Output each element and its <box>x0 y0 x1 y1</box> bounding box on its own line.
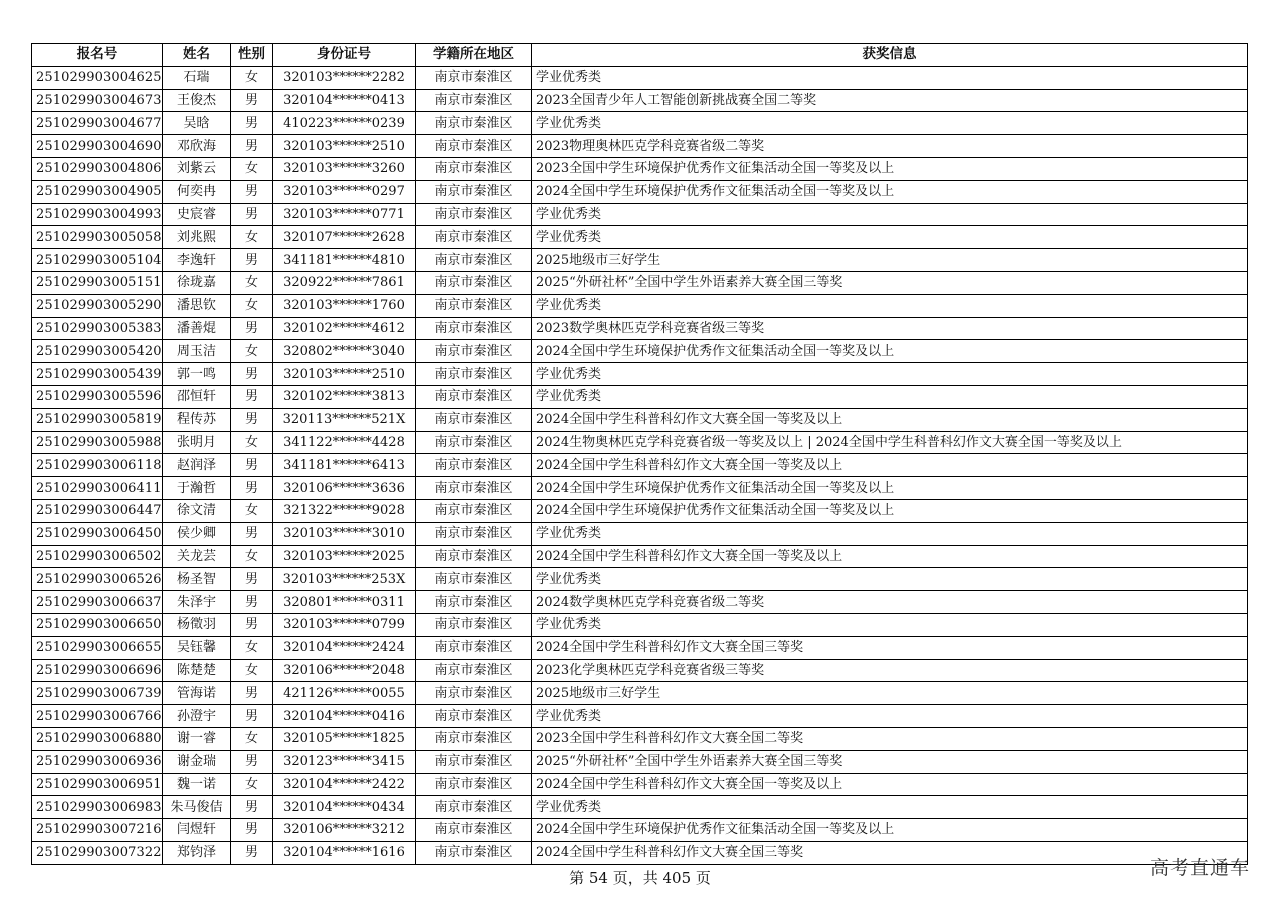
cell-name: 赵润泽 <box>163 454 231 477</box>
cell-gender: 男 <box>231 477 273 500</box>
cell-gender: 男 <box>231 613 273 636</box>
cell-id-number: 320103******0799 <box>273 613 416 636</box>
cell-name: 于瀚哲 <box>163 477 231 500</box>
cell-registration-no: 251029903005383 <box>32 317 163 340</box>
cell-region: 南京市秦淮区 <box>416 317 532 340</box>
cell-region: 南京市秦淮区 <box>416 454 532 477</box>
table-row <box>32 385 1248 408</box>
cell-name: 张明月 <box>163 431 231 454</box>
cell-region: 南京市秦淮区 <box>416 750 532 773</box>
cell-id-number: 410223******0239 <box>273 112 416 135</box>
cell-gender: 男 <box>231 135 273 158</box>
table-row <box>32 431 1248 454</box>
table-row <box>32 340 1248 363</box>
cell-region: 南京市秦淮区 <box>416 545 532 568</box>
cell-id-number: 320104******2424 <box>273 636 416 659</box>
cell-award-info: 2023数学奥林匹克学科竞赛省级三等奖 <box>532 317 1248 340</box>
cell-award-info: 学业优秀类 <box>532 385 1248 408</box>
cell-award-info: 学业优秀类 <box>532 294 1248 317</box>
table-row <box>32 773 1248 796</box>
cell-region: 南京市秦淮区 <box>416 591 532 614</box>
cell-registration-no: 251029903005988 <box>32 431 163 454</box>
cell-award-info: 2025地级市三好学生 <box>532 682 1248 705</box>
cell-region: 南京市秦淮区 <box>416 796 532 819</box>
cell-id-number: 341181******4810 <box>273 249 416 272</box>
cell-id-number: 320103******0297 <box>273 180 416 203</box>
cell-name: 魏一诺 <box>163 773 231 796</box>
cell-award-info: 学业优秀类 <box>532 705 1248 728</box>
cell-id-number: 320922******7861 <box>273 271 416 294</box>
cell-registration-no: 251029903006936 <box>32 750 163 773</box>
cell-id-number: 320103******2025 <box>273 545 416 568</box>
cell-name: 吴晗 <box>163 112 231 135</box>
cell-gender: 女 <box>231 659 273 682</box>
cell-region: 南京市秦淮区 <box>416 408 532 431</box>
cell-id-number: 320105******1825 <box>273 727 416 750</box>
cell-award-info: 学业优秀类 <box>532 568 1248 591</box>
cell-registration-no: 251029903006655 <box>32 636 163 659</box>
cell-name: 杨圣智 <box>163 568 231 591</box>
cell-award-info: 学业优秀类 <box>532 112 1248 135</box>
cell-registration-no: 251029903006411 <box>32 477 163 500</box>
cell-id-number: 320104******0416 <box>273 705 416 728</box>
cell-gender: 女 <box>231 431 273 454</box>
table-row <box>32 659 1248 682</box>
cell-gender: 女 <box>231 271 273 294</box>
table-row <box>32 89 1248 112</box>
header-name: 姓名 <box>163 44 231 67</box>
cell-name: 杨徵羽 <box>163 613 231 636</box>
cell-gender: 女 <box>231 157 273 180</box>
cell-region: 南京市秦淮区 <box>416 477 532 500</box>
cell-id-number: 320103******3260 <box>273 157 416 180</box>
cell-registration-no: 251029903005290 <box>32 294 163 317</box>
cell-gender: 男 <box>231 750 273 773</box>
cell-name: 潘善焜 <box>163 317 231 340</box>
cell-registration-no: 251029903006502 <box>32 545 163 568</box>
cell-name: 刘紫云 <box>163 157 231 180</box>
page-number-footer: 第 54 页，共 405 页 <box>569 869 711 887</box>
cell-id-number: 320107******2628 <box>273 226 416 249</box>
cell-gender: 男 <box>231 89 273 112</box>
cell-region: 南京市秦淮区 <box>416 180 532 203</box>
cell-id-number: 320103******2510 <box>273 363 416 386</box>
cell-region: 南京市秦淮区 <box>416 613 532 636</box>
table-row <box>32 180 1248 203</box>
cell-registration-no: 251029903006880 <box>32 727 163 750</box>
cell-id-number: 320103******253X <box>273 568 416 591</box>
header-id-number: 身份证号 <box>273 44 416 67</box>
cell-name: 闫煜轩 <box>163 819 231 842</box>
cell-award-info: 2024全国中学生科普科幻作文大赛全国一等奖及以上 <box>532 408 1248 431</box>
cell-id-number: 320103******3010 <box>273 522 416 545</box>
table-row <box>32 591 1248 614</box>
table-row <box>32 613 1248 636</box>
cell-region: 南京市秦淮区 <box>416 226 532 249</box>
table-row <box>32 682 1248 705</box>
cell-id-number: 320123******3415 <box>273 750 416 773</box>
cell-region: 南京市秦淮区 <box>416 499 532 522</box>
cell-gender: 男 <box>231 819 273 842</box>
cell-region: 南京市秦淮区 <box>416 157 532 180</box>
cell-id-number: 320104******2422 <box>273 773 416 796</box>
cell-gender: 男 <box>231 522 273 545</box>
cell-gender: 男 <box>231 705 273 728</box>
table-row <box>32 294 1248 317</box>
cell-id-number: 320104******0434 <box>273 796 416 819</box>
cell-region: 南京市秦淮区 <box>416 659 532 682</box>
cell-gender: 男 <box>231 363 273 386</box>
cell-name: 管海诺 <box>163 682 231 705</box>
cell-region: 南京市秦淮区 <box>416 66 532 89</box>
table-row <box>32 135 1248 158</box>
cell-registration-no: 251029903004806 <box>32 157 163 180</box>
cell-region: 南京市秦淮区 <box>416 249 532 272</box>
cell-gender: 女 <box>231 545 273 568</box>
cell-name: 程传苏 <box>163 408 231 431</box>
cell-gender: 女 <box>231 66 273 89</box>
cell-gender: 男 <box>231 408 273 431</box>
cell-id-number: 320802******3040 <box>273 340 416 363</box>
cell-registration-no: 251029903005420 <box>32 340 163 363</box>
cell-id-number: 320102******4612 <box>273 317 416 340</box>
table-row <box>32 317 1248 340</box>
cell-award-info: 2024全国中学生科普科幻作文大赛全国一等奖及以上 <box>532 773 1248 796</box>
cell-registration-no: 251029903007322 <box>32 841 163 864</box>
cell-name: 李逸轩 <box>163 249 231 272</box>
table-row <box>32 522 1248 545</box>
table-row <box>32 499 1248 522</box>
cell-registration-no: 251029903006450 <box>32 522 163 545</box>
cell-gender: 女 <box>231 340 273 363</box>
cell-name: 陈楚楚 <box>163 659 231 682</box>
header-award-info: 获奖信息 <box>532 44 1248 67</box>
cell-award-info: 2025地级市三好学生 <box>532 249 1248 272</box>
table-body <box>32 66 1248 864</box>
cell-award-info: 学业优秀类 <box>532 203 1248 226</box>
cell-award-info: 学业优秀类 <box>532 613 1248 636</box>
cell-id-number: 421126******0055 <box>273 682 416 705</box>
header-gender: 性别 <box>231 44 273 67</box>
watermark-logo-text: 高考直通车 <box>1149 857 1250 879</box>
cell-id-number: 320103******1760 <box>273 294 416 317</box>
cell-region: 南京市秦淮区 <box>416 727 532 750</box>
cell-name: 徐文清 <box>163 499 231 522</box>
cell-award-info: 2023全国青少年人工智能创新挑战赛全国二等奖 <box>532 89 1248 112</box>
cell-region: 南京市秦淮区 <box>416 203 532 226</box>
cell-region: 南京市秦淮区 <box>416 385 532 408</box>
cell-registration-no: 251029903006983 <box>32 796 163 819</box>
table-row <box>32 705 1248 728</box>
cell-award-info: 2024全国中学生科普科幻作文大赛全国一等奖及以上 <box>532 545 1248 568</box>
cell-award-info: 2024生物奥林匹克学科竞赛省级一等奖及以上 | 2024全国中学生科普科幻作文大赛全国一等奖及以上 <box>532 431 1248 454</box>
cell-id-number: 321322******9028 <box>273 499 416 522</box>
cell-award-info: 2024数学奥林匹克学科竞赛省级二等奖 <box>532 591 1248 614</box>
table-row <box>32 157 1248 180</box>
cell-registration-no: 251029903006951 <box>32 773 163 796</box>
table-row <box>32 636 1248 659</box>
cell-name: 郑钧泽 <box>163 841 231 864</box>
cell-region: 南京市秦淮区 <box>416 636 532 659</box>
cell-region: 南京市秦淮区 <box>416 841 532 864</box>
cell-registration-no: 251029903005596 <box>32 385 163 408</box>
cell-gender: 男 <box>231 591 273 614</box>
cell-gender: 女 <box>231 226 273 249</box>
cell-award-info: 2024全国中学生环境保护优秀作文征集活动全国一等奖及以上 <box>532 477 1248 500</box>
cell-id-number: 320104******0413 <box>273 89 416 112</box>
cell-registration-no: 251029903004677 <box>32 112 163 135</box>
cell-id-number: 320103******2510 <box>273 135 416 158</box>
cell-name: 谢金瑞 <box>163 750 231 773</box>
table-row <box>32 545 1248 568</box>
table-row <box>32 750 1248 773</box>
table-row <box>32 66 1248 89</box>
cell-region: 南京市秦淮区 <box>416 773 532 796</box>
cell-gender: 男 <box>231 568 273 591</box>
cell-gender: 男 <box>231 454 273 477</box>
cell-region: 南京市秦淮区 <box>416 568 532 591</box>
cell-region: 南京市秦淮区 <box>416 340 532 363</box>
cell-award-info: 2023全国中学生环境保护优秀作文征集活动全国一等奖及以上 <box>532 157 1248 180</box>
cell-region: 南京市秦淮区 <box>416 431 532 454</box>
cell-name: 朱泽宇 <box>163 591 231 614</box>
cell-registration-no: 251029903004905 <box>32 180 163 203</box>
cell-name: 邵恒轩 <box>163 385 231 408</box>
cell-id-number: 320801******0311 <box>273 591 416 614</box>
cell-registration-no: 251029903005819 <box>32 408 163 431</box>
cell-gender: 男 <box>231 112 273 135</box>
cell-name: 石瑞 <box>163 66 231 89</box>
cell-registration-no: 251029903004625 <box>32 66 163 89</box>
cell-registration-no: 251029903004673 <box>32 89 163 112</box>
table-row <box>32 841 1248 864</box>
cell-award-info: 2024全国中学生环境保护优秀作文征集活动全国一等奖及以上 <box>532 340 1248 363</box>
cell-gender: 男 <box>231 317 273 340</box>
cell-name: 朱马俊佶 <box>163 796 231 819</box>
cell-gender: 女 <box>231 499 273 522</box>
table-row <box>32 568 1248 591</box>
table-row <box>32 454 1248 477</box>
cell-name: 邓欣海 <box>163 135 231 158</box>
cell-award-info: 2023物理奥林匹克学科竞赛省级二等奖 <box>532 135 1248 158</box>
cell-region: 南京市秦淮区 <box>416 135 532 158</box>
cell-gender: 女 <box>231 636 273 659</box>
cell-award-info: 2023全国中学生科普科幻作文大赛全国二等奖 <box>532 727 1248 750</box>
cell-name: 孙澄宇 <box>163 705 231 728</box>
table-row <box>32 226 1248 249</box>
table-row <box>32 249 1248 272</box>
cell-registration-no: 251029903006637 <box>32 591 163 614</box>
cell-id-number: 320103******2282 <box>273 66 416 89</box>
cell-region: 南京市秦淮区 <box>416 271 532 294</box>
cell-name: 徐珑嘉 <box>163 271 231 294</box>
table-row <box>32 112 1248 135</box>
cell-award-info: 学业优秀类 <box>532 522 1248 545</box>
header-region: 学籍所在地区 <box>416 44 532 67</box>
award-roster-table <box>31 43 1248 865</box>
cell-gender: 女 <box>231 773 273 796</box>
cell-name: 潘思钦 <box>163 294 231 317</box>
cell-registration-no: 251029903005104 <box>32 249 163 272</box>
cell-name: 侯少卿 <box>163 522 231 545</box>
table-row <box>32 271 1248 294</box>
cell-name: 刘兆熙 <box>163 226 231 249</box>
cell-award-info: 2023化学奥林匹克学科竞赛省级三等奖 <box>532 659 1248 682</box>
cell-registration-no: 251029903006447 <box>32 499 163 522</box>
cell-name: 何奕冉 <box>163 180 231 203</box>
cell-registration-no: 251029903006696 <box>32 659 163 682</box>
table-row <box>32 363 1248 386</box>
cell-registration-no: 251029903006526 <box>32 568 163 591</box>
cell-name: 关龙芸 <box>163 545 231 568</box>
cell-award-info: 学业优秀类 <box>532 226 1248 249</box>
cell-award-info: 学业优秀类 <box>532 66 1248 89</box>
cell-region: 南京市秦淮区 <box>416 112 532 135</box>
cell-registration-no: 251029903006650 <box>32 613 163 636</box>
cell-award-info: 学业优秀类 <box>532 796 1248 819</box>
cell-name: 周玉洁 <box>163 340 231 363</box>
cell-gender: 男 <box>231 249 273 272</box>
table-row <box>32 819 1248 842</box>
cell-registration-no: 251029903006118 <box>32 454 163 477</box>
cell-gender: 男 <box>231 180 273 203</box>
cell-registration-no: 251029903006766 <box>32 705 163 728</box>
cell-id-number: 320106******3636 <box>273 477 416 500</box>
cell-gender: 男 <box>231 796 273 819</box>
cell-region: 南京市秦淮区 <box>416 682 532 705</box>
cell-region: 南京市秦淮区 <box>416 522 532 545</box>
cell-id-number: 320106******2048 <box>273 659 416 682</box>
cell-award-info: 2024全国中学生环境保护优秀作文征集活动全国一等奖及以上 <box>532 499 1248 522</box>
cell-region: 南京市秦淮区 <box>416 705 532 728</box>
table-row <box>32 477 1248 500</box>
header-registration-no: 报名号 <box>32 44 163 67</box>
cell-award-info: 2024全国中学生环境保护优秀作文征集活动全国一等奖及以上 <box>532 819 1248 842</box>
cell-name: 史宸睿 <box>163 203 231 226</box>
cell-region: 南京市秦淮区 <box>416 363 532 386</box>
cell-id-number: 320113******521X <box>273 408 416 431</box>
cell-name: 郭一鸣 <box>163 363 231 386</box>
cell-registration-no: 251029903004993 <box>32 203 163 226</box>
cell-gender: 男 <box>231 682 273 705</box>
table-header-row <box>32 44 1248 67</box>
cell-registration-no: 251029903005151 <box>32 271 163 294</box>
cell-region: 南京市秦淮区 <box>416 294 532 317</box>
cell-name: 谢一睿 <box>163 727 231 750</box>
cell-region: 南京市秦淮区 <box>416 89 532 112</box>
cell-gender: 男 <box>231 385 273 408</box>
cell-id-number: 320106******3212 <box>273 819 416 842</box>
cell-name: 吴钰馨 <box>163 636 231 659</box>
cell-registration-no: 251029903005439 <box>32 363 163 386</box>
cell-id-number: 320103******0771 <box>273 203 416 226</box>
cell-id-number: 341181******6413 <box>273 454 416 477</box>
cell-id-number: 320102******3813 <box>273 385 416 408</box>
cell-award-info: 2024全国中学生环境保护优秀作文征集活动全国一等奖及以上 <box>532 180 1248 203</box>
cell-gender: 女 <box>231 727 273 750</box>
cell-id-number: 341122******4428 <box>273 431 416 454</box>
table-row <box>32 796 1248 819</box>
table-row <box>32 203 1248 226</box>
cell-award-info: 学业优秀类 <box>532 363 1248 386</box>
cell-registration-no: 251029903007216 <box>32 819 163 842</box>
cell-registration-no: 251029903004690 <box>32 135 163 158</box>
table-row <box>32 727 1248 750</box>
cell-award-info: 2024全国中学生科普科幻作文大赛全国三等奖 <box>532 636 1248 659</box>
cell-id-number: 320104******1616 <box>273 841 416 864</box>
cell-gender: 男 <box>231 203 273 226</box>
cell-gender: 女 <box>231 294 273 317</box>
table-row <box>32 408 1248 431</box>
cell-registration-no: 251029903005058 <box>32 226 163 249</box>
cell-gender: 男 <box>231 841 273 864</box>
cell-registration-no: 251029903006739 <box>32 682 163 705</box>
cell-name: 王俊杰 <box>163 89 231 112</box>
cell-award-info: 2024全国中学生科普科幻作文大赛全国一等奖及以上 <box>532 454 1248 477</box>
cell-region: 南京市秦淮区 <box>416 819 532 842</box>
cell-award-info: 2025“外研社杯”全国中学生外语素养大赛全国三等奖 <box>532 271 1248 294</box>
cell-award-info: 2024全国中学生科普科幻作文大赛全国三等奖 <box>532 841 1248 864</box>
cell-award-info: 2025“外研社杯”全国中学生外语素养大赛全国三等奖 <box>532 750 1248 773</box>
